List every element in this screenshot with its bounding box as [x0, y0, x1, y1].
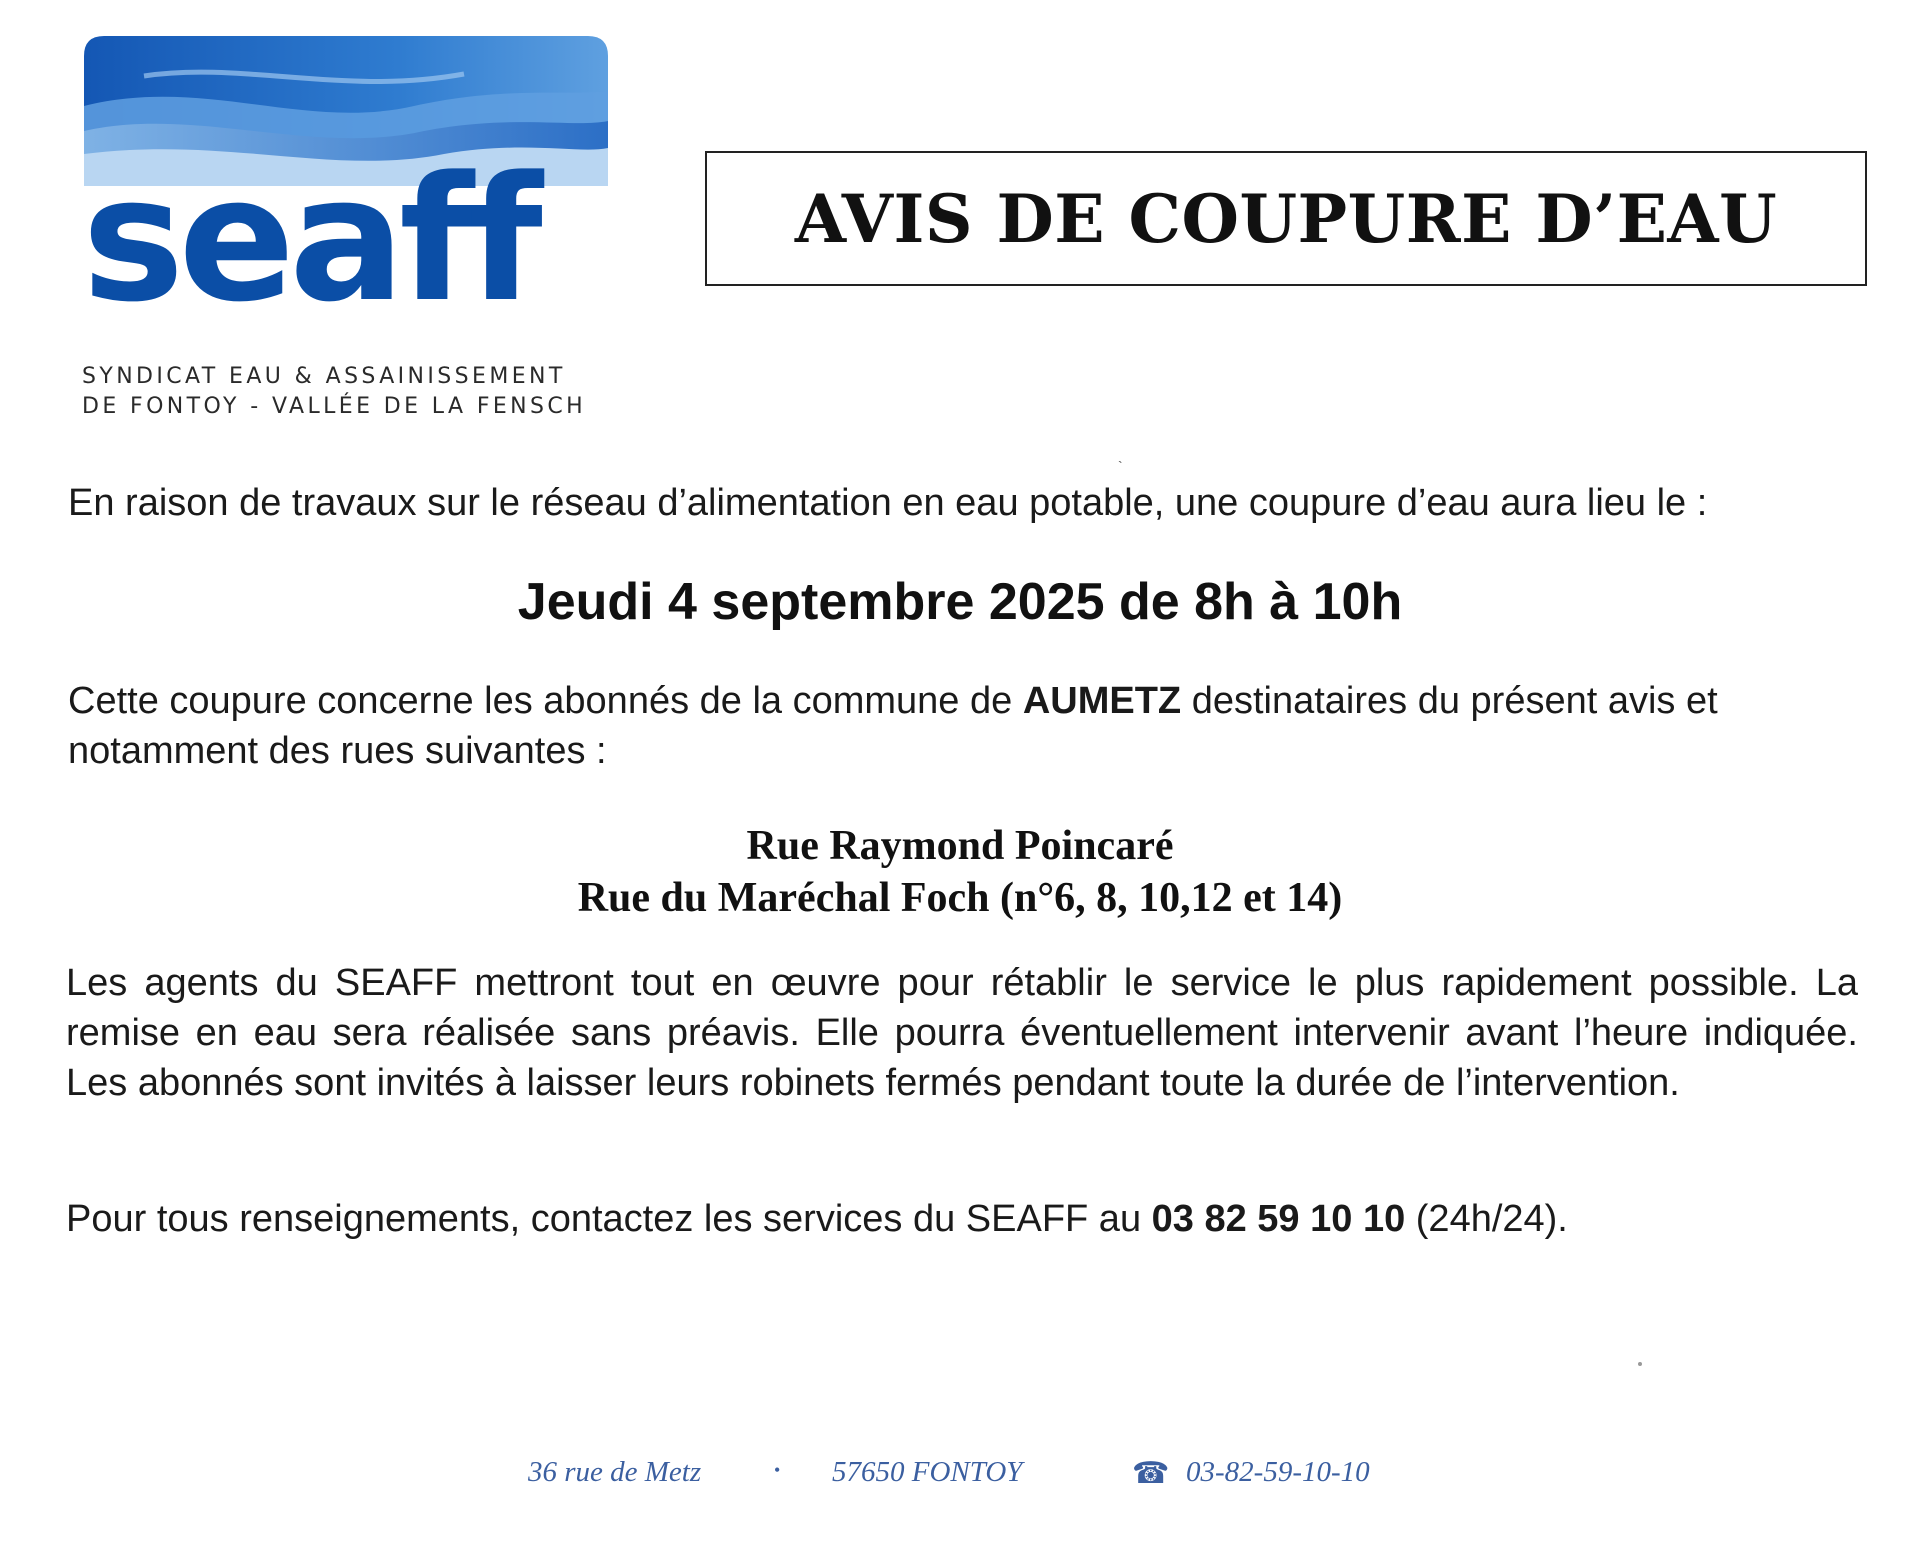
contact-phone: 03 82 59 10 10	[1151, 1198, 1406, 1240]
scan-dot	[1638, 1362, 1642, 1366]
outage-date: Jeudi 4 septembre 2025 de 8h à 10h	[517, 573, 1403, 631]
concern-text-before: Cette coupure concerne les abonnés de la commune de	[68, 680, 1023, 722]
page-title: AVIS DE COUPURE D’EAU	[794, 179, 1778, 258]
commune-name: AUMETZ	[1022, 680, 1182, 722]
logo-wordmark: seaff	[82, 139, 537, 340]
street-item: Rue Raymond Poincaré	[746, 823, 1174, 869]
title-box	[705, 151, 1867, 286]
scan-mark: `	[1118, 458, 1123, 474]
logo-subtitle-line2: DE FONTOY - VALLÉE DE LA FENSCH	[82, 394, 587, 419]
footer-address: 36 rue de Metz	[528, 1456, 702, 1488]
agents-paragraph: Les agents du SEAFF mettront tout en œuvre pour rétablir le service le plus rapidement possible. La remise en eau sera réalisée sans préavis. Elle pourra éventuellement intervenir avant l’heure indiquée. Les abonnés sont invités à laisser leurs robinets fermés pendant toute la durée de l’intervention.	[66, 962, 1858, 1104]
contact-text-before: Pour tous renseignements, contactez les services du SEAFF au	[66, 1198, 1152, 1240]
street-list	[0, 820, 1920, 924]
footer	[0, 1456, 1920, 1500]
footer-phone: 03-82-59-10-10	[1186, 1456, 1370, 1488]
footer-separator: •	[774, 1460, 781, 1480]
contact-text-after: (24h/24).	[1405, 1198, 1568, 1240]
logo-subtitle-line1: SYNDICAT EAU & ASSAINISSEMENT	[82, 364, 566, 389]
telephone-icon: ☎	[1132, 1457, 1170, 1490]
street-item: Rue du Maréchal Foch (n°6, 8, 10,12 et 14)	[577, 875, 1343, 921]
intro-paragraph: En raison de travaux sur le réseau d’alimentation en eau potable, une coupure d’eau aura lieu le :	[68, 482, 1708, 524]
concern-text-after: destinataires du présent avis et notamment des rues suivantes :	[68, 680, 1718, 772]
concern-paragraph	[68, 676, 1860, 776]
seaff-logo	[82, 36, 612, 419]
contact-paragraph	[66, 1198, 1866, 1241]
footer-city: 57650 FONTOY	[832, 1456, 1023, 1488]
